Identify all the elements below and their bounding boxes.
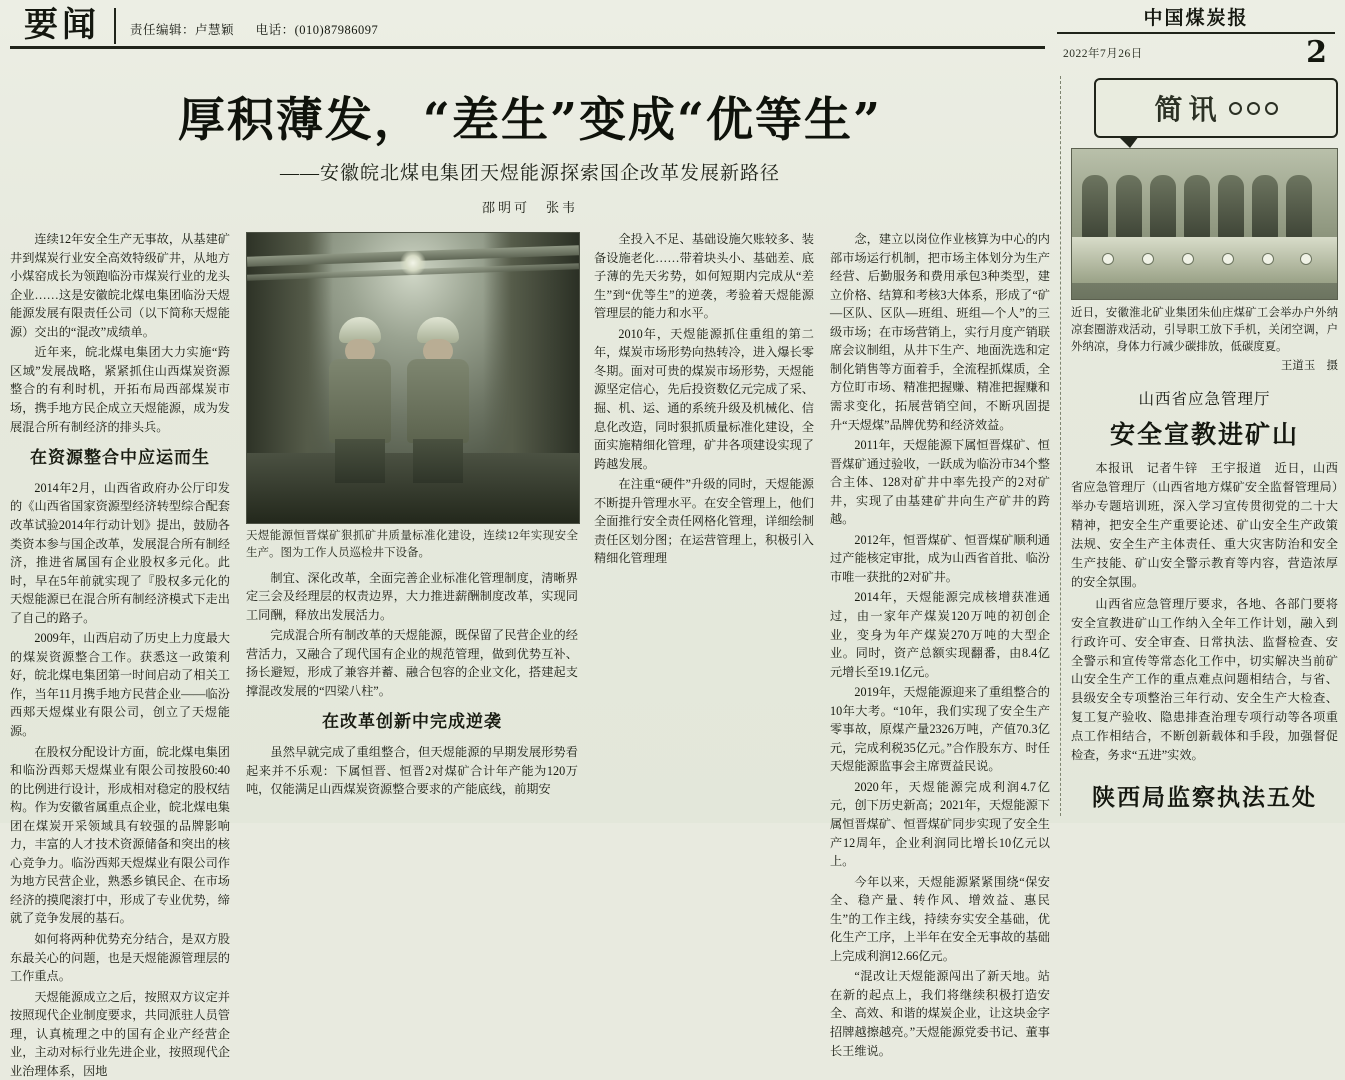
- paragraph: 近年来，皖北煤电集团大力实施“跨区域”发展战略，紧紧抓住山西煤炭资源整合的有利时机，开拓布局西部煤炭市场，携手地方民企成立天煜能源，成为发展混合所有制经济的排头兵。: [10, 345, 230, 434]
- paragraph: 2020年，天煜能源完成利润4.7亿元，创下历史新高；2021年，天煜能源下属恒晋煤矿、恒晋煤矿同步实现了安全生产12周年，企业利润同比增长10亿元以上。: [830, 779, 1050, 869]
- article-subheadline: ——安徽皖北煤电集团天煜能源探索国企改革发展新路径: [279, 163, 780, 185]
- section-subheading: 在改革创新中完成逆袭: [322, 712, 502, 733]
- paragraph: 2010年，天煜能源抓住重组的第二年，煤炭市场形势向热转冷，进入爆长零冬期。面对可贵的煤炭市场形势，天煜能源坚定信心，先后投资数亿元完成了采、掘、机、运、通的系统升级及机械化、信息化改造，同时狠抓质量标准化建设，全面实施精细化管理，矿井各项建设实现了跨越发展。: [594, 326, 814, 471]
- section-title: 要闻: [10, 8, 116, 44]
- paragraph: 本报讯 记者牛锌 王宇报道 近日，山西省应急管理厅（山西省地方煤矿安全监督管理局）举办专题培训班，深入学习宣传贯彻党的二十大精神，把安全生产重要论述、矿山安全生产政策法规、安全生产主体责任、重大灾害防治和安全生产技能、矿山安全警示教育等内容，营造浓厚的安全氛围。: [1071, 461, 1338, 589]
- brief-photo-prop: [1262, 253, 1274, 265]
- briefs-title: 简讯: [1154, 93, 1223, 126]
- page-number: 2: [1306, 34, 1327, 70]
- ellipsis-icon: [1229, 102, 1278, 115]
- briefs-section: [1060, 76, 1338, 816]
- paragraph: “混改让天煜能源闯出了新天地。站在新的起点上，我们将继续积极打造安全、高效、和谐的煤炭企业，让这块金字招牌越擦越亮。”天煜能源党委书记、董事长王维说。: [830, 969, 1050, 1058]
- briefs-bubble: [1094, 78, 1338, 138]
- paragraph: 2011年，天煜能源下属恒晋煤矿、恒晋煤矿通过验收，一跃成为临汾市34个整合主体、128对矿井中率先投产的2对矿井，实现了由基建矿井向生产矿井的跨越。: [830, 438, 1050, 527]
- paragraph: 在注重“硬件”升级的同时，天煜能源不断提升管理水平。在安全管理上，他们全面推行安全责任网格化管理，详细绘制责任区划分图；在运营管理上，积极引入精细化管理理: [594, 477, 814, 566]
- section-subheading: 在资源整合中应运而生: [30, 448, 210, 469]
- masthead: [10, 5, 1335, 70]
- paragraph: 2014年2月，山西省政府办公厅印发的《山西省国家资源型经济转型综合配套改革试验2014年行动计划》提出，鼓励各类资本参与国企改革，发展混合所有制经济，推进省属国有企业股权多元化。此时，早在5年前就实现了『股权多元化的天煜能源已在混合所有制经济模式下走出了自己的路子。: [10, 480, 230, 625]
- phone-number: 电话：(010)87986097: [255, 23, 379, 37]
- brief-item-title: 安全宣教进矿山: [1109, 420, 1299, 450]
- paragraph: 今年以来，天煜能源紧紧围绕“保安全、稳产量、转作风、增效益、惠民生”的工作主线，持续夯实安全基础，优化生产工序，上半年在安全无事故的基础上完成利润12.66亿元。: [830, 874, 1050, 963]
- main-article: [10, 76, 1050, 1078]
- article-column-1: [10, 230, 230, 1078]
- paper-subline: [1057, 34, 1335, 70]
- article-column-3: [594, 230, 814, 830]
- paragraph: 全投入不足、基础设施欠账较多、装备设施老化……带着块头小、基础差、底子薄的先天劣势，如何短期内完成从“差生”到“优等生”的逆袭，考验着天煜能源管理层的能力和水平。: [594, 232, 814, 321]
- paragraph: 天煜能源成立之后，按照双方议定并按照现代企业制度要求，共同派驻人员管理，认真梳理之中的国有企业产经营企业，主动对标行业先进企业，按照现代企业治理体系，因地: [10, 989, 230, 1078]
- brief-photo-caption: [1071, 305, 1338, 375]
- photo-lamp: [400, 250, 426, 276]
- article-column-2: [246, 230, 578, 830]
- paragraph: 如何将两种优势充分结合，是双方股东最关心的问题，也是天煜能源管理层的工作重点。: [10, 932, 230, 984]
- miner-legs: [413, 439, 463, 483]
- paragraph: 虽然早就完成了重组整合，但天煜能源的早期发展形势看起来并不乐观：下属恒晋、恒晋2对煤矿合计年产能为120万吨，仅能满足山西煤炭资源整合要求的产能底线，前期安: [246, 745, 578, 797]
- article-photo-wrap: [246, 232, 578, 563]
- article-byline: 邵明可 张韦: [481, 200, 578, 216]
- miner-legs: [335, 439, 385, 483]
- article-headline: 厚积薄发，“差生”变成“优等生”: [177, 93, 883, 148]
- responsible-editor: 责任编辑：卢慧颖: [130, 23, 235, 37]
- masthead-left: [10, 5, 1045, 49]
- miner-body: [329, 359, 391, 443]
- paragraph: 2009年，山西启动了历史上力度最大的煤炭资源整合工作。获悉这一政策利好，皖北煤电集团第一时间启动了相关工作，当年11月携手地方民营企业——临汾西郏天煜煤业有限公司，创立了天煜能源。: [10, 631, 230, 738]
- paragraph: 2019年，天煜能源迎来了重组整合的10年大考。“10年，我们实现了安全生产零事故，原煤产量2326万吨，产值70.3亿元，完成利税35亿元。”合作股东方、时任天煜能源监事会主席贾益民说。: [830, 685, 1050, 774]
- photo-caption: 天煜能源恒晋煤矿狠抓矿井质量标准化建设，连续12年实现安全生产。图为工作人员巡检井下设备。: [246, 530, 578, 560]
- paragraph: 制宜、深化改革，全面完善企业标准化管理制度，清晰界定三会及经理层的权责边界，大力推进薪酬制度改革，实现同工同酬，释放出发展活力。: [246, 570, 578, 622]
- paragraph: 在股权分配设计方面，皖北煤电集团和临汾西郏天煜煤业有限公司按股60:40的比例进行设计，形成相对稳定的股权结构。作为安徽省属重点企业，皖北煤电集团在煤炭开采领域具有较强的品牌影响力，丰富的人才技术资源储备和突出的核心竞争力。临汾西郏天煜煤业有限公司作为地方民营企业，熟悉乡镇民企、在市场经济的摸爬滚打中，形成了专业优势，缔就了竞争发展的基石。: [10, 744, 230, 926]
- photo-miner: [325, 317, 395, 477]
- mine-photo: [246, 232, 580, 524]
- paper-name: 中国煤炭报: [1057, 8, 1335, 34]
- brief-photo: [1071, 148, 1338, 300]
- article-columns: [10, 230, 1050, 1078]
- brief-photo-prop: [1102, 253, 1114, 265]
- brief-photo-prop: [1222, 253, 1234, 265]
- briefs-header: [1071, 76, 1338, 140]
- brief-item-title-2: 陕西局监察执法五处: [1092, 783, 1317, 811]
- paragraph: 念，建立以岗位作业核算为中心的内部市场运行机制，把市场主体划分为生产经营、后勤服务和费用承包3种类型，建立价格、结算和考核3大体系，形成了“矿—区队、区队—班组、班组—个人”的三级市场；在市场营销上，实行月度产销联席会议制组，从井下生产、地面洗选和定制化销售等方面着手，全流程抓煤质，全方位盯市场、精准把握赚、精准把握赚和需求变化，拓展营销空间，不断巩固提升“天煜煤”品牌优势和经济效益。: [830, 232, 1050, 432]
- paragraph: 2012年，恒晋煤矿、恒晋煤矿顺利通过产能核定审批，成为山西省首批、临汾市唯一获批的2对矿井。: [830, 532, 1050, 584]
- brief-photo-prop: [1182, 253, 1194, 265]
- masthead-credits: [116, 20, 396, 44]
- brief-photo-prop: [1300, 253, 1312, 265]
- paragraph: 2014年，天煜能源完成核增获准通过，由一家年产煤炭120万吨的初创企业，变身为年产煤炭270万吨的大型企业。同时，资产总额实现翻番，由8.4亿元增长至19.1亿元。: [830, 590, 1050, 679]
- brief-item-body: [1071, 459, 1338, 765]
- page-content: [10, 76, 1338, 1078]
- article-column-4: [830, 230, 1050, 1058]
- photo-miner: [403, 317, 473, 477]
- masthead-right: [1057, 8, 1335, 68]
- paragraph: 完成混合所有制改革的天煜能源，既保留了民营企业的经营活力，又融合了现代国有企业的规范管理，做到优势互补、扬长避短，形成了兼容并蓄、融合包容的企业文化，搭建起支撑混改发展的“四梁八柱”。: [246, 628, 578, 698]
- brief-item-subtitle: 山西省应急管理厅: [1138, 391, 1271, 409]
- brief-photo-credit: 王道玉 摄: [1281, 360, 1338, 373]
- paragraph: 山西省应急管理厅要求，各地、各部门要将安全宣教进矿山工作纳入全年工作计划，融入到行政许可、安全审查、日常执法、监督检查、安全警示和宣传等常态化工作中，切实解决当前矿山安全生产工作的重点难点问题相结合，与省、县级安全专项整治三年行动、安全生产大检查、复工复产验收、隐患排查治理专项行动等各项重点工作相结合，不断创新载体和手段，加强督促检查，务求“五进”实效。: [1071, 596, 1338, 763]
- brief-photo-prop: [1142, 253, 1154, 265]
- issue-date: 2022年7月26日: [1063, 47, 1143, 60]
- brief-photo-people: [1072, 175, 1337, 245]
- miner-body: [407, 359, 469, 443]
- paragraph: 连续12年安全生产无事故，从基建矿井到煤炭行业安全高效特级矿井，从地方小煤窑成长为领跑临汾市煤炭行业的龙头企业……这是安徽皖北煤电集团临汾天煜能源发展有限责任公司（以下简称天煜能源）交出的“混改”成绩单。: [10, 232, 230, 339]
- brief-caption-text: 近日，安徽淮北矿业集团朱仙庄煤矿工会举办户外纳凉套圈游戏活动，引导职工放下手机，关闭空调，户外纳凉，身体力行减少碳排放，低碳度夏。: [1071, 307, 1338, 354]
